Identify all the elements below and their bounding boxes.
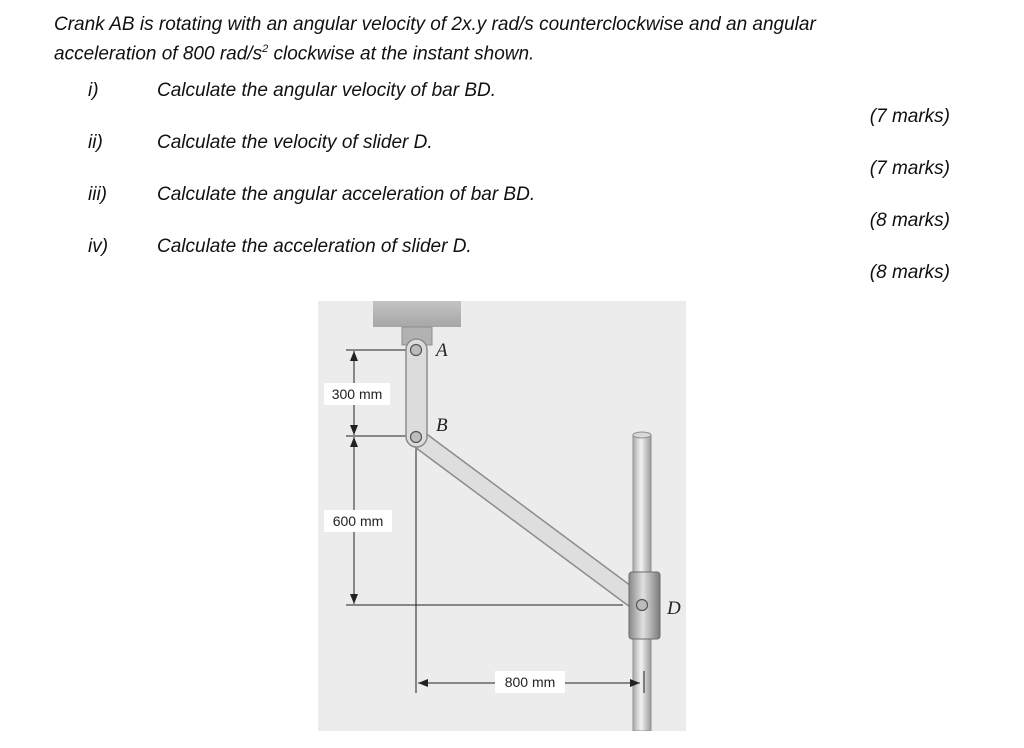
pin-b-icon [411, 432, 422, 443]
problem-statement [54, 12, 974, 66]
exponent: 2 [262, 43, 269, 55]
question-text-1: Calculate the angular velocity of bar BD. [157, 80, 497, 101]
question-number-1: i) [88, 80, 99, 101]
problem-statement-line-2-end: clockwise at the instant shown. [268, 43, 535, 65]
dim-label-800: 800 mm [504, 674, 556, 690]
problem-statement-line-2-main: acceleration of 800 rad/s [54, 43, 263, 65]
dim-label-600: 600 mm [332, 513, 384, 529]
label-d: D [667, 598, 681, 619]
guide-rod-top [633, 432, 651, 438]
marks-4: (8 marks) [869, 262, 950, 283]
marks-2: (7 marks) [869, 158, 950, 179]
pin-d-icon [637, 600, 648, 611]
question-text-4: Calculate the acceleration of slider D. [157, 236, 472, 257]
question-text-3: Calculate the angular acceleration of bar BD. [157, 184, 536, 205]
problem-statement-line-1: Crank AB is rotating with an angular velocity of 2x.y rad/s counterclockwise and an angular [54, 14, 816, 35]
dim-label-300: 300 mm [331, 386, 383, 402]
question-number-4: iv) [88, 236, 109, 257]
marks-3: (8 marks) [869, 210, 950, 231]
label-a: A [436, 340, 448, 361]
question-text-2: Calculate the velocity of slider D. [157, 132, 433, 153]
marks-1: (7 marks) [869, 106, 950, 127]
question-number-2: ii) [88, 132, 103, 153]
ceiling-support [373, 301, 461, 327]
question-number-3: iii) [88, 184, 107, 205]
label-b: B [436, 415, 448, 436]
mechanism-diagram [318, 301, 686, 731]
problem-statement-line-2 [54, 37, 974, 66]
pin-a-icon [411, 345, 422, 356]
